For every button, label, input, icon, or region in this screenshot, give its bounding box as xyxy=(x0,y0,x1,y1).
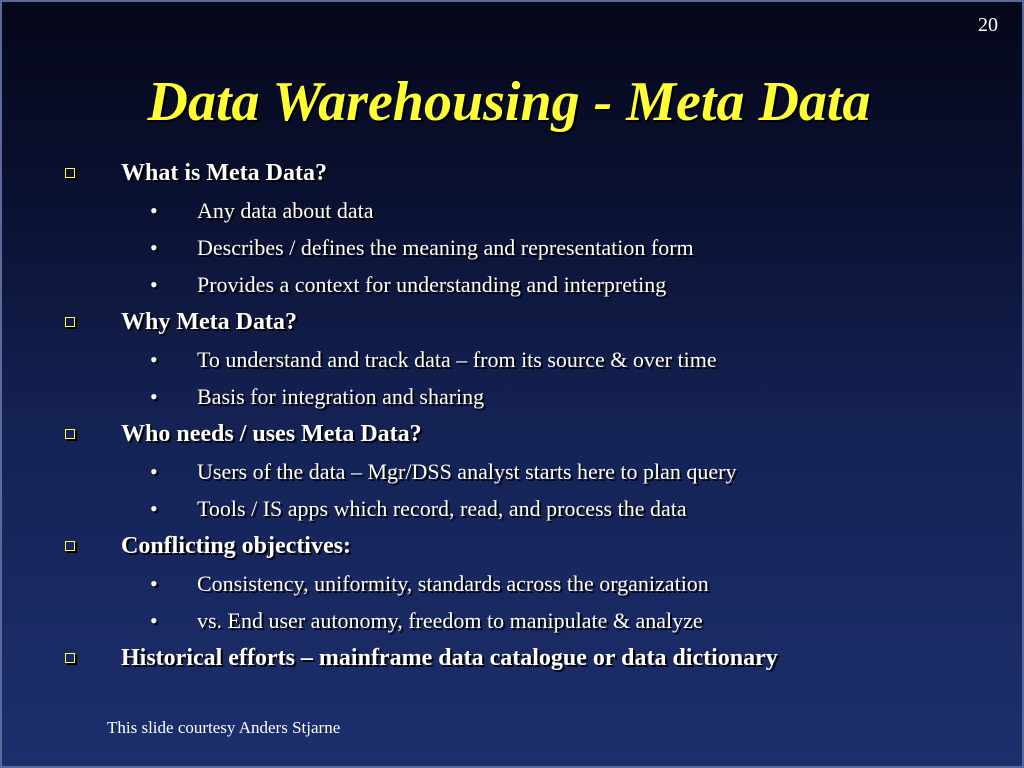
hollow-square-icon xyxy=(65,317,75,327)
list-item-text: Provides a context for understanding and interpreting xyxy=(197,272,667,297)
section-heading: Historical efforts – mainframe data catalogue or data dictionary xyxy=(121,645,778,671)
list-item xyxy=(2,602,1022,639)
list-item xyxy=(2,378,1022,415)
dot-bullet-icon: • xyxy=(150,571,158,596)
list-item-text: vs. End user autonomy, freedom to manipulate & analyze xyxy=(197,608,703,633)
list-item xyxy=(2,565,1022,602)
list-item xyxy=(2,266,1022,303)
section-historical-efforts xyxy=(2,639,1022,677)
list-item xyxy=(2,192,1022,229)
list-item-text: Describes / defines the meaning and representation form xyxy=(197,235,694,260)
list-item-text: Basis for integration and sharing xyxy=(197,384,485,409)
slide-number: 20 xyxy=(978,14,998,36)
slide-title: Data Warehousing - Meta Data xyxy=(147,71,871,133)
list-item-text: Users of the data – Mgr/DSS analyst starts here to plan query xyxy=(197,459,737,484)
hollow-square-icon xyxy=(65,168,75,178)
list-item-text: To understand and track data – from its source & over time xyxy=(197,347,717,372)
section-heading: Who needs / uses Meta Data? xyxy=(121,421,422,447)
list-item-text: Consistency, uniformity, standards across the organization xyxy=(197,571,709,596)
slide-footer-credit: This slide courtesy Anders Stjarne xyxy=(107,718,341,737)
list-item xyxy=(2,229,1022,266)
section-heading: What is Meta Data? xyxy=(121,160,327,186)
section-what-is-meta-data xyxy=(2,154,1022,303)
hollow-square-icon xyxy=(65,653,75,663)
section-heading-row xyxy=(2,154,1022,192)
section-heading-row xyxy=(2,415,1022,453)
section-heading: Why Meta Data? xyxy=(121,309,297,335)
section-heading: Conflicting objectives: xyxy=(121,533,351,559)
dot-bullet-icon: • xyxy=(150,347,158,372)
section-why-meta-data xyxy=(2,303,1022,415)
list-item xyxy=(2,453,1022,490)
hollow-square-icon xyxy=(65,429,75,439)
section-heading-row xyxy=(2,639,1022,677)
section-who-needs-meta-data xyxy=(2,415,1022,527)
dot-bullet-icon: • xyxy=(150,272,158,297)
hollow-square-icon xyxy=(65,541,75,551)
dot-bullet-icon: • xyxy=(150,235,158,260)
dot-bullet-icon: • xyxy=(150,384,158,409)
list-item xyxy=(2,341,1022,378)
section-conflicting-objectives xyxy=(2,527,1022,639)
dot-bullet-icon: • xyxy=(150,198,158,223)
section-heading-row xyxy=(2,527,1022,565)
dot-bullet-icon: • xyxy=(150,608,158,633)
section-heading-row xyxy=(2,303,1022,341)
slide-content xyxy=(2,154,1022,677)
list-item xyxy=(2,490,1022,527)
dot-bullet-icon: • xyxy=(150,496,158,521)
list-item-text: Tools / IS apps which record, read, and process the data xyxy=(197,496,687,521)
list-item-text: Any data about data xyxy=(197,198,374,223)
dot-bullet-icon: • xyxy=(150,459,158,484)
